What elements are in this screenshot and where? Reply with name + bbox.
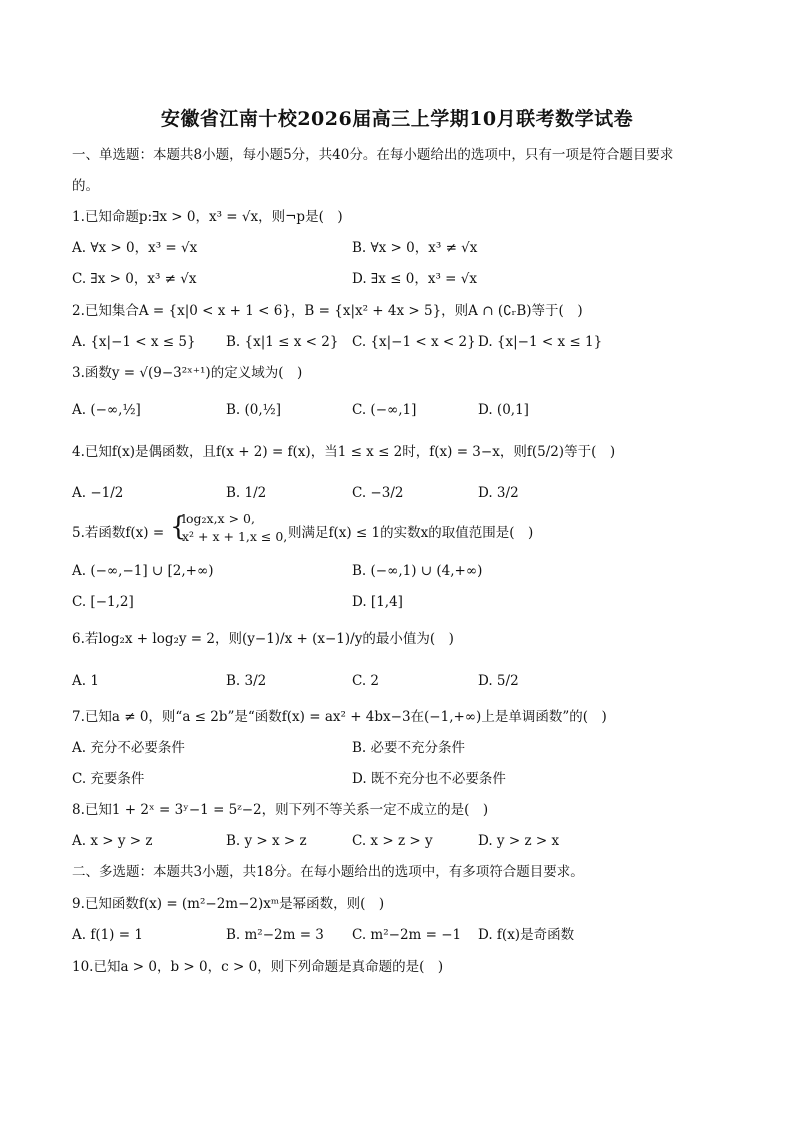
- q8-option-a: A. x > y > z: [72, 833, 153, 849]
- q4-option-a: A. −1/2: [72, 485, 124, 501]
- q6-option-c: C. 2: [352, 673, 380, 689]
- question-7-stem: 7.已知a ≠ 0，则“a ≤ 2b”是“函数f(x) = ax² + 4bx−3在(−1,+∞)上是单调函数”的( ): [72, 709, 607, 725]
- q2-option-c: C. {x|−1 < x < 2}: [352, 334, 476, 350]
- q4-option-d: D. 3/2: [478, 485, 519, 501]
- q9-option-a: A. f(1) = 1: [72, 927, 143, 943]
- q8-option-d: D. y > z > x: [478, 833, 560, 849]
- q9-option-c: C. m²−2m = −1: [352, 927, 462, 943]
- q8-option-b: B. y > x > z: [226, 833, 307, 849]
- question-6-stem: 6.若log₂x + log₂y = 2，则(y−1)/x + (x−1)/y的最小值为( ): [72, 631, 454, 647]
- question-1-stem: 1.已知命题p:∃x > 0，x³ = √x，则¬p是( ): [72, 209, 343, 225]
- q1-option-c: C. ∃x > 0，x³ ≠ √x: [72, 271, 197, 287]
- page-title: 安徽省江南十校2026届高三上学期10月联考数学试卷: [160, 108, 634, 130]
- q9-option-d: D. f(x)是奇函数: [478, 927, 575, 943]
- piecewise-brace: {: [170, 512, 187, 542]
- q6-option-d: D. 5/2: [478, 673, 519, 689]
- q6-option-a: A. 1: [72, 673, 99, 689]
- q7-option-c: C. 充要条件: [72, 771, 145, 787]
- q6-option-b: B. 3/2: [226, 673, 267, 689]
- question-4-stem: 4.已知f(x)是偶函数，且f(x + 2) = f(x)，当1 ≤ x ≤ 2时，f(x) = 3−x，则f(5/2)等于( ): [72, 444, 616, 460]
- question-5-stem-prefix: 5.若函数f(x) =: [72, 525, 165, 541]
- q7-option-d: D. 既不充分也不必要条件: [352, 771, 506, 787]
- q5-option-b: B. (−∞,1) ∪ (4,+∞): [352, 563, 483, 579]
- q5-option-c: C. [−1,2]: [72, 594, 134, 610]
- q5-option-d: D. [1,4]: [352, 594, 403, 610]
- question-2-stem: 2.已知集合A = {x|0 < x + 1 < 6}，B = {x|x² + 4x > 5}，则A ∩ (∁ᵣB)等于( ): [72, 303, 583, 319]
- question-8-stem: 8.已知1 + 2ˣ = 3ʸ−1 = 5ᶻ−2，则下列不等关系一定不成立的是( ): [72, 802, 489, 818]
- q1-option-b: B. ∀x > 0，x³ ≠ √x: [352, 240, 478, 256]
- section-intro-cont: 的。: [72, 178, 99, 194]
- question-10-stem: 10.已知a > 0，b > 0，c > 0，则下列命题是真命题的是( ): [72, 959, 444, 975]
- piecewise-case-1: log₂x,x > 0,: [182, 511, 255, 526]
- q2-option-d: D. {x|−1 < x ≤ 1}: [478, 334, 603, 350]
- q9-option-b: B. m²−2m = 3: [226, 927, 324, 943]
- q4-option-b: B. 1/2: [226, 485, 267, 501]
- question-3-stem: 3.函数y = √(9−3²ˣ⁺¹)的定义域为( ): [72, 365, 303, 381]
- q3-option-a: A. (−∞,½]: [72, 402, 141, 418]
- section-intro: 一、单选题：本题共8小题，每小题5分，共40分。在每小题给出的选项中，只有一项是符合题目要求: [72, 147, 674, 163]
- question-9-stem: 9.已知函数f(x) = (m²−2m−2)xᵐ是幂函数，则( ): [72, 896, 385, 912]
- piecewise-case-2: x² + x + 1,x ≤ 0,: [182, 529, 288, 544]
- section-intro-2: 二、多选题：本题共3小题，共18分。在每小题给出的选项中，有多项符合题目要求。: [72, 864, 584, 880]
- q1-option-a: A. ∀x > 0，x³ = √x: [72, 240, 198, 256]
- q7-option-a: A. 充分不必要条件: [72, 740, 185, 756]
- q4-option-c: C. −3/2: [352, 485, 404, 501]
- question-5-stem-suffix: 则满足f(x) ≤ 1的实数x的取值范围是( ): [288, 525, 534, 541]
- q3-option-c: C. (−∞,1]: [352, 402, 417, 418]
- q7-option-b: B. 必要不充分条件: [352, 740, 466, 756]
- q3-option-d: D. (0,1]: [478, 402, 529, 418]
- q1-option-d: D. ∃x ≤ 0，x³ = √x: [352, 271, 477, 287]
- q2-option-a: A. {x|−1 < x ≤ 5}: [72, 334, 196, 350]
- q8-option-c: C. x > z > y: [352, 833, 433, 849]
- q5-option-a: A. (−∞,−1] ∪ [2,+∞): [72, 563, 214, 579]
- q3-option-b: B. (0,½]: [226, 402, 282, 418]
- q2-option-b: B. {x|1 ≤ x < 2}: [226, 334, 339, 350]
